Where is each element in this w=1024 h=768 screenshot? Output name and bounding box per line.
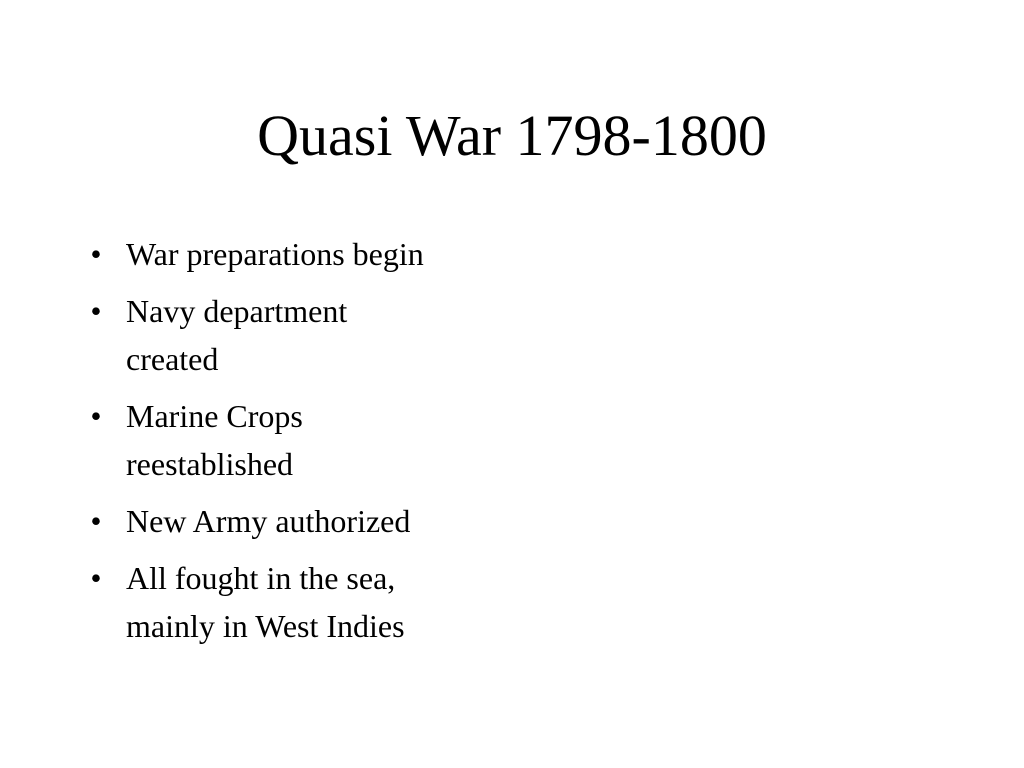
bullet-item	[84, 554, 514, 650]
bullet-text-line: Navy department	[126, 293, 348, 329]
slide-title: Quasi War 1798-1800	[257, 103, 767, 168]
bullet-item	[84, 230, 514, 278]
bullet-text-line: New Army authorized	[126, 503, 411, 539]
bullet-item	[84, 287, 514, 383]
bullet-text-line: Marine Crops	[126, 398, 303, 434]
bullet-dot-icon: •	[90, 398, 102, 434]
bullet-text-line: mainly in West Indies	[126, 608, 405, 644]
bullet-dot-icon: •	[90, 560, 102, 596]
bullet-text-line: reestablished	[126, 446, 294, 482]
bullet-dot-icon: •	[90, 236, 102, 272]
bullet-text-line: created	[126, 341, 219, 377]
bullet-dot-icon: •	[90, 293, 102, 329]
bullet-item	[84, 497, 514, 545]
bullet-item	[84, 392, 514, 488]
bullet-list	[84, 230, 514, 659]
bullet-text-line: War preparations begin	[126, 236, 424, 272]
bullet-dot-icon: •	[90, 503, 102, 539]
bullet-text-line: All fought in the sea,	[126, 560, 396, 596]
